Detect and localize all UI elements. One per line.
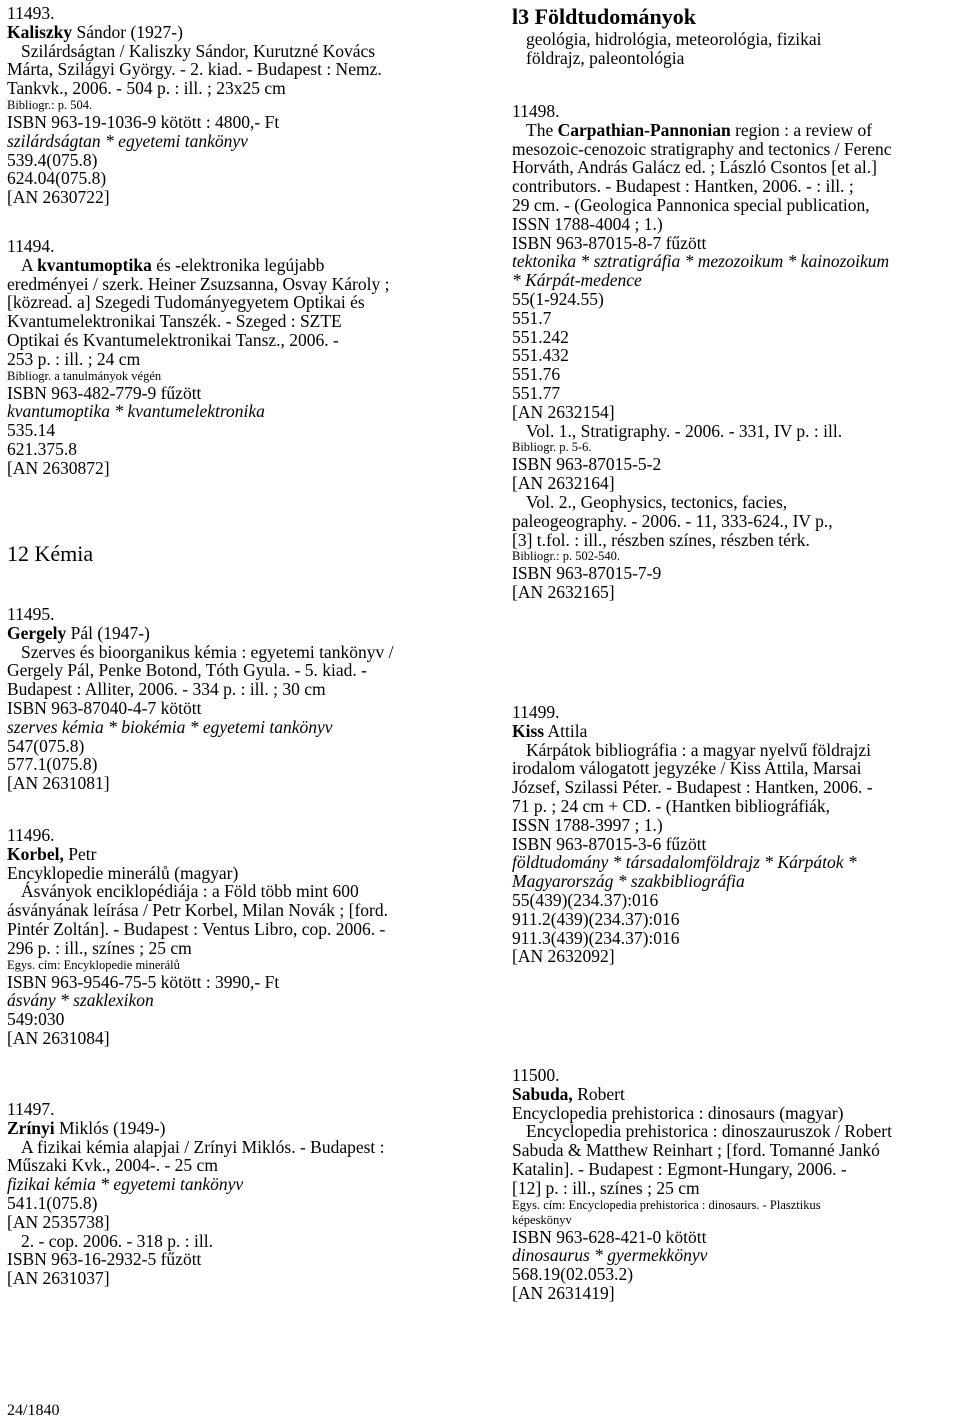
entry-line: ISBN 963-16-2932-5 fűzött [7,1249,202,1270]
bibliographic-entry [7,605,482,793]
author-surname: Zrínyi [7,1117,55,1138]
entry-line: Optikai és Kvantumelektronikai Tansz., 2006. - [7,329,339,350]
entry-line: Szilárdságtan / Kaliszky Sándor, Kurutzné Kovács [21,40,376,61]
note-line: Bibliogr.: p. 504. [7,97,93,112]
entry-line: 911.2(439)(234.37):016 [512,908,680,929]
entry-number: 11498. [512,101,560,121]
subject-terms: * Kárpát-medence [512,270,642,291]
entry-line: 55(439)(234.37):016 [512,889,659,910]
entry-number: 11497. [7,1099,55,1119]
note-line: Egys. cím: Encyclopedia prehistorica : dinosaurs. - Plasztikus [512,1197,821,1212]
entry-line: 551.76 [512,364,561,385]
entry-line: 2. - cop. 2006. - 318 p. : ill. [21,1230,213,1251]
page-number: 24/1840 [7,1402,60,1419]
section-heading-block [512,4,954,68]
note-line: képeskönyv [512,1212,572,1227]
entry-author [7,845,482,864]
entry-line: ISBN 963-19-1036-9 kötött : 4800,- Ft [7,111,280,132]
entry-line: Budapest : Alliter, 2006. - 334 p. : ill. ; 30 cm [7,679,326,700]
entry-number: 11493. [7,3,55,23]
entry-line: ISSN 1788-4004 ; 1.) [512,213,663,234]
entry-line: Horváth, András Galácz ed. ; László Csontos [et al.] [512,157,877,178]
entry-line: ISBN 963-482-779-9 fűzött [7,382,202,403]
entry-line: ásványának leírása / Petr Korbel, Milan Novák ; [ford. [7,900,388,921]
entry-author [512,1085,954,1104]
bibliographic-entry [7,1100,482,1288]
entry-line: 539.4(075.8) [7,149,98,170]
subject-terms: szerves kémia * biokémia * egyetemi tankönyv [7,716,333,737]
entry-line: Pintér Zoltán]. - Budapest : Ventus Libro, cop. 2006. - [7,918,386,939]
entry-line: 624.04(075.8) [7,168,107,189]
title-keyword: kvantumoptika [37,254,152,275]
section-heading-block [7,541,482,567]
entry-line: Encyklopedie minerálů (magyar) [7,862,239,883]
subject-terms: kvantumoptika * kvantumelektronika [7,401,265,422]
subject-terms: szilárdságtan * egyetemi tankönyv [7,130,248,151]
entry-line: eredményei / szerk. Heiner Zsuzsanna, Osvay Károly ; [7,273,390,294]
subject-terms: tektonika * sztratigráfia * mezozoikum * kainozoikum [512,251,890,272]
entry-author [7,1119,482,1138]
entry-line: Sabuda & Matthew Reinhart ; [ford. Tomanné Jankó [512,1140,880,1161]
author-rest: Robert [572,1083,625,1104]
entry-line [512,121,954,140]
entry-line: ISBN 963-9546-75-5 kötött : 3990,- Ft [7,971,280,992]
entry-line: irodalom válogatott jegyzéke / Kiss Attila, Marsai [512,758,862,779]
entry-line: 296 p. : ill., színes ; 25 cm [7,937,192,958]
bibliographic-entry [512,703,954,966]
subject-terms: fizikai kémia * egyetemi tankönyv [7,1174,244,1195]
author-surname: Korbel, [7,843,64,864]
entry-line: 71 p. ; 24 cm + CD. - (Hantken bibliográfiák, [512,795,830,816]
entry-line: [AN 2535738] [7,1211,110,1232]
note-line: Bibliogr. p. 5-6. [512,440,592,455]
entry-line: 29 cm. - (Geologica Pannonica special publication, [512,194,870,215]
entry-number: 11500. [512,1065,560,1085]
section-title: l3 Földtudományok [512,4,696,29]
entry-line: Szerves és bioorganikus kémia : egyetemi tankönyv / [21,641,394,662]
author-rest: Miklós (1949-) [54,1117,166,1138]
entry-author [7,23,482,42]
entry-line: Kárpátok bibliográfia : a magyar nyelvű földrajzi [526,739,872,760]
entry-line: Vol. 2., Geophysics, tectonics, facies, [526,491,788,512]
entry-line: Encyclopedia prehistorica : dinoszauruszok / Robert [526,1121,892,1142]
entry-line: ISBN 963-87015-8-7 fűzött [512,232,707,253]
entry-line: Encyclopedia prehistorica : dinosaurs (magyar) [512,1102,844,1123]
bibliographic-entry [512,1066,954,1303]
section-subtitle: geológia, hidrológia, meteorológia, fizikai [526,29,822,49]
entry-line: [AN 2632154] [512,401,615,422]
entry-line: [AN 2630722] [7,187,110,208]
entry-line: [AN 2632164] [512,473,615,494]
author-surname: Kiss [512,720,545,741]
entry-line: 551.7 [512,307,552,328]
author-surname: Gergely [7,622,67,643]
author-rest: Sándor (1927-) [72,21,183,42]
entry-line: ISBN 963-628-421-0 kötött [512,1226,707,1247]
entry-number: 11495. [7,604,55,624]
subject-terms: Magyarország * szakbibliográfia [512,871,745,892]
line-pre: The [526,119,558,140]
entry-line: [12] p. : ill., színes ; 25 cm [512,1177,700,1198]
line-post: és -elektronika legújabb [151,254,325,275]
entry-line: 911.3(439)(234.37):016 [512,927,680,948]
subject-terms: dinosaurus * gyermekkönyv [512,1245,708,1266]
entry-line: [AN 2632165] [512,582,615,603]
entry-line [7,256,482,275]
section-subtitle: földrajz, paleontológia [526,47,685,68]
entry-line: 621.375.8 [7,438,77,459]
entry-number: 11496. [7,825,55,845]
entry-line: 549:030 [7,1009,65,1030]
entry-line: 551.432 [512,345,569,366]
entry-line: Gergely Pál, Penke Botond, Tóth Gyula. - 5. kiad. - [7,660,367,681]
entry-line: [AN 2631419] [512,1282,615,1303]
entry-line: paleogeography. - 2006. - 11, 333-624., IV p., [512,510,833,531]
entry-line: 535.14 [7,420,56,441]
bibliographic-entry [7,4,482,207]
line-pre: A [21,254,38,275]
entry-author [7,624,482,643]
entry-line: [AN 2631084] [7,1027,110,1048]
entry-line: 551.77 [512,382,561,403]
entry-line: [AN 2632092] [512,946,615,967]
entry-line: 547(075.8) [7,735,85,756]
entry-line: mesozoic-cenozoic stratigraphy and tectonics / Ferenc [512,138,892,159]
entry-line: 55(1-924.55) [512,288,604,309]
entry-line: [AN 2631081] [7,773,110,794]
entry-line: [AN 2631037] [7,1268,110,1289]
entry-line: ISBN 963-87015-5-2 [512,454,662,475]
entry-line: ISSN 1788-3997 ; 1.) [512,814,663,835]
entry-line: A fizikai kémia alapjai / Zrínyi Miklós. - Budapest : [21,1136,385,1157]
entry-line: 577.1(075.8) [7,754,98,775]
entry-number: 11494. [7,236,55,256]
entry-line: [3] t.fol. : ill., részben színes, részben térk. [512,529,810,550]
note-line: Bibliogr.: p. 502-540. [512,549,620,564]
entry-line: Vol. 1., Stratigraphy. - 2006. - 331, IV p. : ill. [526,420,843,441]
entry-line: [közread. a] Szegedi Tudományegyetem Optikai és [7,292,365,313]
note-line: Bibliogr. a tanulmányok végén [7,368,162,383]
bibliographic-entry [7,237,482,478]
entry-line: Tankvk., 2006. - 504 p. : ill. ; 23x25 cm [7,78,286,99]
entry-line: Ásványok enciklopédiája : a Föld több mint 600 [21,881,359,902]
entry-line: ISBN 963-87040-4-7 kötött [7,697,202,718]
subject-terms: ásvány * szaklexikon [7,990,154,1011]
entry-line: Kvantumelektronikai Tanszék. - Szeged : SZTE [7,311,342,332]
entry-line: 568.19(02.053.2) [512,1264,634,1285]
author-rest: Pál (1947-) [66,622,150,643]
entry-line: 253 p. : ill. ; 24 cm [7,348,141,369]
entry-line: ISBN 963-87015-7-9 [512,563,662,584]
entry-author [512,722,954,741]
entry-line: Műszaki Kvk., 2004-. - 25 cm [7,1155,218,1176]
subject-terms: földtudomány * társadalomföldrajz * Kárpátok * [512,852,857,873]
author-surname: Kaliszky [7,21,73,42]
entry-line: 551.242 [512,326,569,347]
line-post: region : a review of [730,119,873,140]
author-surname: Sabuda, [512,1083,573,1104]
entry-line: József, Szilassi Péter. - Budapest : Hantken, 2006. - [512,777,873,798]
title-keyword: Carpathian-Pannonian [557,119,731,140]
entry-line: Katalin]. - Budapest : Egmont-Hungary, 2006. - [512,1158,847,1179]
entry-line: Márta, Szilágyi György. - 2. kiad. - Budapest : Nemz. [7,59,382,80]
author-rest: Petr [63,843,97,864]
entry-line: ISBN 963-87015-3-6 fűzött [512,833,707,854]
note-line: Egys. cím: Encyklopedie minerálů [7,957,180,972]
entry-line: contributors. - Budapest : Hantken, 2006. - : ill. ; [512,176,854,197]
entry-line: [AN 2630872] [7,457,110,478]
section-title: 12 Kémia [7,541,94,566]
bibliographic-entry [512,102,954,602]
author-rest: Attila [544,720,588,741]
entry-number: 11499. [512,702,560,722]
entry-line: 541.1(075.8) [7,1192,98,1213]
bibliographic-entry [7,826,482,1048]
